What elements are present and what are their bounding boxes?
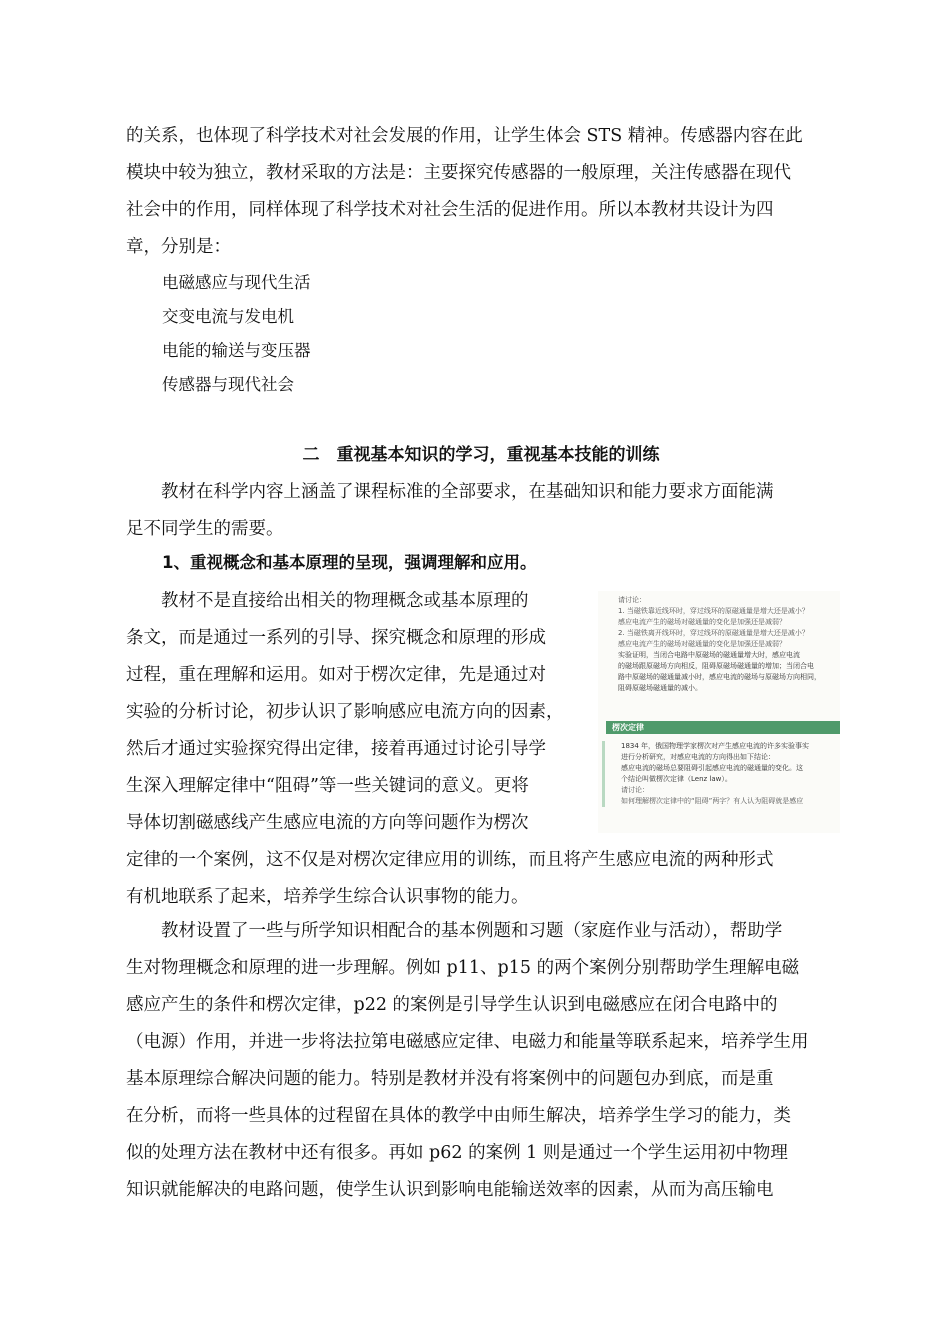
figure-line: 路中原磁场的磁通量减小时，感应电流的磁场与原磁场方向相同，	[618, 673, 821, 681]
chapter-item: 传感器与现代社会	[162, 375, 294, 394]
figure-discussion-block	[598, 595, 840, 694]
figure-line: 1834 年，俄国物理学家楞次对产生感应电流的许多实验事实	[621, 742, 810, 750]
text-line: （电源）作用，并进一步将法拉第电磁感应定律、电磁力和能量等联系起来，培养学生用	[126, 1032, 809, 1052]
figure-line: 阻碍原磁场磁通量的减小。	[618, 684, 702, 692]
figure-line: 感应电流产生的磁场对磁通量的变化是加强还是减弱？	[618, 640, 786, 648]
text-line: 有机地联系了起来，培养学生综合认识事物的能力。	[126, 887, 529, 907]
chapter-item: 电磁感应与现代生活	[162, 273, 311, 292]
text-line: 生深入理解定律中“阻碍”等一些关键词的意义。更将	[126, 776, 529, 796]
text-line: 生对物理概念和原理的进一步理解。例如 p11、p15 的两个案例分别帮助学生理解电磁	[126, 958, 800, 978]
figure-line: 2. 当磁铁离开线环时，穿过线环的原磁通量是增大还是减小？	[618, 629, 809, 637]
textbook-excerpt-figure	[598, 591, 840, 833]
figure-line: 请讨论：	[618, 596, 646, 604]
text-line: 然后才通过实验探究得出定律，接着再通过讨论引导学	[126, 739, 546, 759]
text-line: 实验的分析讨论，初步认识了影响感应电流方向的因素，	[126, 702, 564, 722]
text-line: 教材在科学内容上涵盖了课程标准的全部要求，在基础知识和能力要求方面能满	[126, 482, 774, 502]
figure-line: 的磁场跟原磁场方向相反，阻碍原磁场磁通量的增加；当闭合电	[618, 662, 814, 670]
text-line: 模块中较为独立，教材采取的方法是：主要探究传感器的一般原理，关注传感器在现代	[126, 163, 791, 183]
figure-line: 感应电流的磁场总要阻碍引起感应电流的磁通量的变化。这	[621, 764, 803, 772]
figure-line: 实验证明，当闭合电路中原磁场的磁通量增大时，感应电流	[618, 651, 800, 659]
text-line: 章，分别是：	[126, 237, 231, 257]
figure-line: 感应电流产生的磁场对磁通量的变化是加强还是减弱？	[618, 618, 786, 626]
chapter-item: 电能的输送与变压器	[162, 341, 311, 360]
text-line: 教材不是直接给出相关的物理概念或基本原理的	[126, 591, 529, 611]
figure-law-block	[602, 741, 840, 807]
figure-banner: 楞次定律	[606, 721, 840, 734]
text-line: 社会中的作用，同样体现了科学技术对社会生活的促进作用。所以本教材共设计为四	[126, 200, 774, 220]
figure-line: 进行分析研究，对感应电流的方向得出如下结论：	[621, 753, 775, 761]
text-line: 足不同学生的需要。	[126, 519, 284, 539]
text-line: 教材设置了一些与所学知识相配合的基本例题和习题（家庭作业与活动），帮助学	[126, 921, 783, 941]
text-line: 过程，重在理解和运用。如对于楞次定律，先是通过对	[126, 665, 546, 685]
text-line: 的关系，也体现了科学技术对社会发展的作用，让学生体会 STS 精神。传感器内容在此	[126, 126, 803, 146]
text-line: 导体切割磁感线产生感应电流的方向等问题作为楞次	[126, 813, 529, 833]
text-line: 基本原理综合解决问题的能力。特别是教材并没有将案例中的问题包办到底，而是重	[126, 1069, 774, 1089]
text-line: 感应产生的条件和楞次定律，p22 的案例是引导学生认识到电磁感应在闭合电路中的	[126, 995, 778, 1015]
figure-line: 1. 当磁铁靠近线环时，穿过线环的原磁通量是增大还是减小？	[618, 607, 809, 615]
figure-line: 请讨论：	[621, 786, 649, 794]
text-line: 在分析，而将一些具体的过程留在具体的教学中由师生解决，培养学生学习的能力，类	[126, 1106, 791, 1126]
text-line: 知识就能解决的电路问题，使学生认识到影响电能输送效率的因素，从而为高压输电	[126, 1180, 774, 1200]
text-line: 定律的一个案例，这不仅是对楞次定律应用的训练，而且将产生感应电流的两种形式	[126, 850, 774, 870]
figure-line: 个结论叫做楞次定律（Lenz law）。	[621, 775, 732, 783]
chapter-item: 交变电流与发电机	[162, 307, 294, 326]
section-heading: 二 重视基本知识的学习，重视基本技能的训练	[302, 445, 660, 465]
text-line: 条文，而是通过一系列的引导、探究概念和原理的形成	[126, 628, 546, 648]
chapter-list	[162, 266, 311, 402]
subheading: 1、重视概念和基本原理的呈现，强调理解和应用。	[162, 553, 537, 572]
text-line: 似的处理方法在教材中还有很多。再如 p62 的案例 1 则是通过一个学生运用初中物理	[126, 1143, 788, 1163]
figure-line: 如何理解楞次定律中的“阻碍”两字？有人认为阻碍就是感应	[621, 797, 804, 805]
